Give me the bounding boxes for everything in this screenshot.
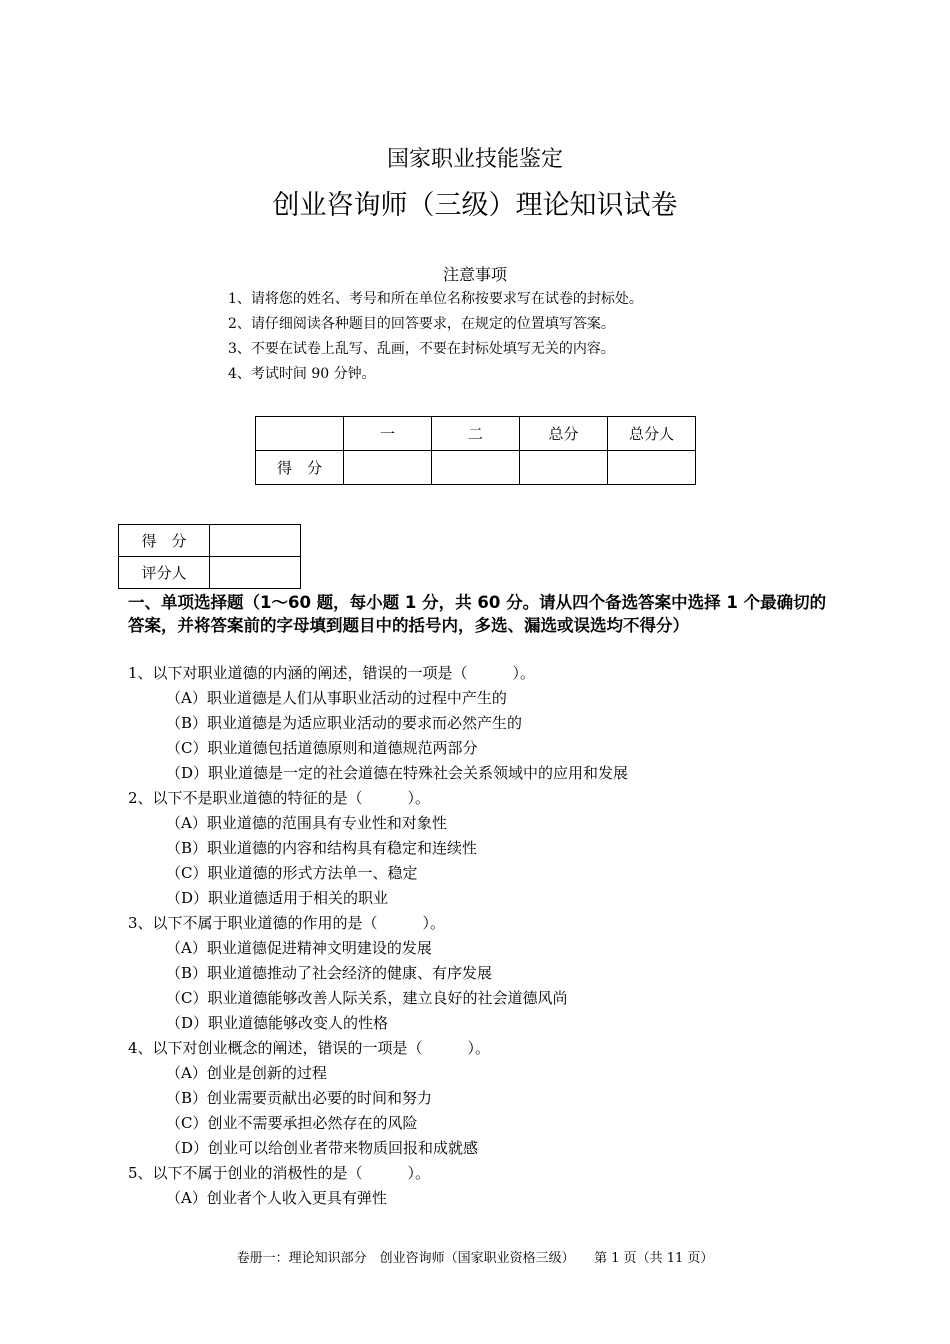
score-table-header-cell: 二 bbox=[432, 417, 520, 451]
score-table-row bbox=[256, 451, 696, 485]
question bbox=[128, 661, 848, 786]
section-score-cell[interactable] bbox=[210, 525, 301, 557]
question-option: （D）职业道德能够改变人的性格 bbox=[166, 1014, 389, 1032]
question-option: （A）职业道德是人们从事职业活动的过程中产生的 bbox=[166, 689, 507, 707]
org-title: 国家职业技能鉴定 bbox=[386, 147, 563, 172]
section-grader-label: 评分人 bbox=[119, 557, 210, 589]
notice-item: 3、不要在试卷上乱写、乱画，不要在封标处填写无关的内容。 bbox=[228, 341, 615, 357]
question-stem: 3、以下不属于职业道德的作用的是（ ）。 bbox=[128, 914, 446, 932]
question bbox=[128, 911, 848, 1036]
grader-table-row bbox=[119, 557, 301, 589]
score-cell-total-grader[interactable] bbox=[608, 451, 696, 485]
score-table-header-row bbox=[256, 417, 696, 451]
question-option: （B）创业需要贡献出必要的时间和努力 bbox=[166, 1089, 433, 1107]
question-option: （B）职业道德推动了社会经济的健康、有序发展 bbox=[166, 964, 493, 982]
notice-item: 2、请仔细阅读各种题目的回答要求，在规定的位置填写答案。 bbox=[228, 316, 615, 332]
question-option: （A）职业道德的范围具有专业性和对象性 bbox=[166, 814, 447, 832]
score-table-header-cell: 总分人 bbox=[608, 417, 696, 451]
question-option: （C）职业道德能够改善人际关系，建立良好的社会道德风尚 bbox=[166, 989, 568, 1007]
page-footer: 卷册一：理论知识部分 创业咨询师（国家职业资格三级） 第 1 页（共 11 页） bbox=[236, 1251, 714, 1266]
score-row-label: 得 分 bbox=[256, 451, 344, 485]
notice-item: 1、请将您的姓名、考号和所在单位名称按要求写在试卷的封标处。 bbox=[228, 291, 643, 307]
question-option: （C）职业道德的形式方法单一、稳定 bbox=[166, 864, 418, 882]
question-option: （D）创业可以给创业者带来物质回报和成就感 bbox=[166, 1139, 479, 1157]
question-stem: 4、以下对创业概念的阐述，错误的一项是（ ）。 bbox=[128, 1039, 491, 1057]
question-option: （A）职业道德促进精神文明建设的发展 bbox=[166, 939, 432, 957]
question-option: （B）职业道德是为适应职业活动的要求而必然产生的 bbox=[166, 714, 523, 732]
grader-table-row bbox=[119, 525, 301, 557]
question bbox=[128, 1036, 848, 1161]
question bbox=[128, 786, 848, 911]
question-stem: 2、以下不是职业道德的特征的是（ ）。 bbox=[128, 789, 431, 807]
question-option: （A）创业者个人收入更具有弹性 bbox=[166, 1189, 387, 1207]
question-stem: 1、以下对职业道德的内涵的阐述，错误的一项是（ ）。 bbox=[128, 664, 536, 682]
question bbox=[128, 1161, 848, 1211]
section-heading: 一、单项选择题（1～60 题，每小题 1 分，共 60 分。请从四个备选答案中选择 1 个最确切的答案，并将答案前的字母填到题目中的括号内，多选、漏选或误选均不得分） bbox=[128, 593, 827, 635]
question-option: （B）职业道德的内容和结构具有稳定和连续性 bbox=[166, 839, 478, 857]
exam-title: 创业咨询师（三级）理论知识试卷 bbox=[272, 190, 678, 221]
question-list bbox=[128, 661, 848, 1211]
notice-title: 注意事项 bbox=[442, 265, 507, 284]
notice-item: 4、考试时间 90 分钟。 bbox=[228, 366, 376, 382]
question-option: （C）职业道德包括道德原则和道德规范两部分 bbox=[166, 739, 478, 757]
score-table-header-cell: 总分 bbox=[520, 417, 608, 451]
score-cell-part1[interactable] bbox=[344, 451, 432, 485]
score-table-header-cell bbox=[256, 417, 344, 451]
score-table-header-cell: 一 bbox=[344, 417, 432, 451]
section-score-label: 得 分 bbox=[119, 525, 210, 557]
score-cell-part2[interactable] bbox=[432, 451, 520, 485]
question-option: （C）创业不需要承担必然存在的风险 bbox=[166, 1114, 418, 1132]
question-option: （D）职业道德适用于相关的职业 bbox=[166, 889, 389, 907]
notice-list bbox=[228, 287, 928, 387]
section-grader-cell[interactable] bbox=[210, 557, 301, 589]
score-cell-total[interactable] bbox=[520, 451, 608, 485]
question-stem: 5、以下不属于创业的消极性的是（ ）。 bbox=[128, 1164, 431, 1182]
question-option: （D）职业道德是一定的社会道德在特殊社会关系领域中的应用和发展 bbox=[166, 764, 629, 782]
question-option: （A）创业是创新的过程 bbox=[166, 1064, 327, 1082]
section-grader-table bbox=[118, 524, 301, 589]
score-summary-table bbox=[255, 416, 696, 485]
